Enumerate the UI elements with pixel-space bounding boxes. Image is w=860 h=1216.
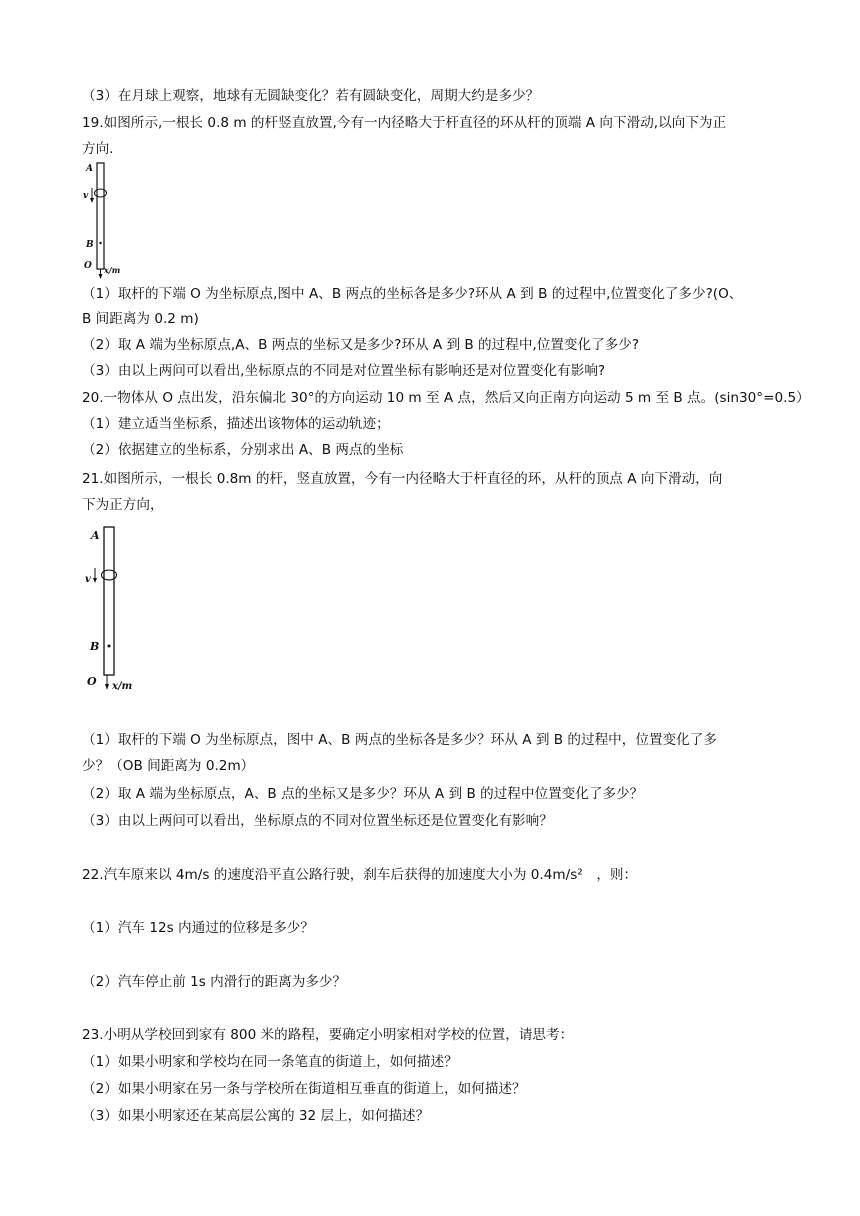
label-b: B [90,640,100,653]
q22-stem: 22.汽车原来以 4m/s 的速度沿平直公路行驶，刹车后获得的加速度大小为 0.4m/s² ，则： [82,867,638,883]
label-a: A [91,529,100,542]
q19-rod-figure [82,160,132,280]
axis-label: x/m [104,265,121,275]
q21-stem-line1: 21.如图所示，一根长 0.8m 的杆，竖直放置，今有一内径略大于杆直径的环，从杆的顶点 A 向下滑动，向 [82,471,723,487]
label-o: O [84,261,92,271]
q19-stem-line1: 19.如图所示,一根长 0.8 m 的杆竖直放置,今有一内径略大于杆直径的环从杆的顶端 A 向下滑动,以向下为正 [82,115,727,131]
q19-part2: （2）取 A 端为坐标原点,A、B 两点的坐标又是多少?环从 A 到 B 的过程中,位置变化了多少? [82,337,640,353]
point-b [99,242,101,244]
ring [95,189,107,197]
q19-part1-line1: （1）取杆的下端 O 为坐标原点,图中 A、B 两点的坐标各是多少?环从 A 到 B 的过程中,位置变化了多少?(O、 [82,286,743,302]
q19-part3: （3）由以上两问可以看出,坐标原点的不同是对位置坐标有影响还是对位置变化有影响? [82,363,606,379]
label-v: v [85,574,91,585]
label-a: A [86,164,93,174]
label-b: B [86,240,94,250]
q23-part3: （3）如果小明家还在某高层公寓的 32 层上，如何描述？ [82,1108,430,1124]
q22-part2: （2）汽车停止前 1s 内滑行的距离为多少？ [82,974,347,990]
q20-stem: 20.一物体从 O 点出发，沿东偏北 30°的方向运动 10 m 至 A 点，然后又向正南方向运动 5 m 至 B 点。(sin30°=0.5） [82,390,810,406]
q18-part3: （3）在月球上观察，地球有无圆缺变化？若有圆缺变化，周期大约是多少？ [82,88,540,104]
label-v: v [83,191,89,201]
label-o: O [87,675,97,688]
q21-part3: （3）由以上两问可以看出，坐标原点的不同对位置坐标还是位置变化有影响？ [82,813,553,829]
q22-part1: （1）汽车 12s 内通过的位移是多少？ [82,920,314,936]
q23-part1: （1）如果小明家和学校均在同一条笔直的街道上，如何描述？ [82,1054,458,1070]
q23-stem: 23.小明从学校回到家有 800 米的路程，要确定小明家相对学校的位置，请思考： [82,1027,574,1043]
q21-part1-line2: 少？（OB 间距离为 0.2m） [82,758,255,774]
q21-stem-line2: 下为正方向， [82,497,164,513]
q23-part2: （2）如果小明家在另一条与学校所在街道相互垂直的街道上，如何描述？ [82,1081,526,1097]
q21-part1-line1: （1）取杆的下端 O 为坐标原点，图中 A、B 两点的坐标各是多少？环从 A 到 B 的过程中，位置变化了多 [82,732,717,748]
axis-label: x/m [112,681,133,692]
q20-part1: （1）建立适当坐标系，描述出该物体的运动轨迹； [82,416,390,432]
q19-part1-line2: B 间距离为 0.2 m) [82,311,199,327]
q19-stem-line2: 方向. [82,141,114,157]
q21-rod-figure [82,522,152,697]
q20-part2: （2）依据建立的坐标系，分别求出 A、B 两点的坐标 [82,442,404,458]
q21-part2: （2）取 A 端为坐标原点，A、B 点的坐标又是多少？环从 A 到 B 的过程中位置变化了多少？ [82,786,644,802]
point-b [108,645,111,648]
